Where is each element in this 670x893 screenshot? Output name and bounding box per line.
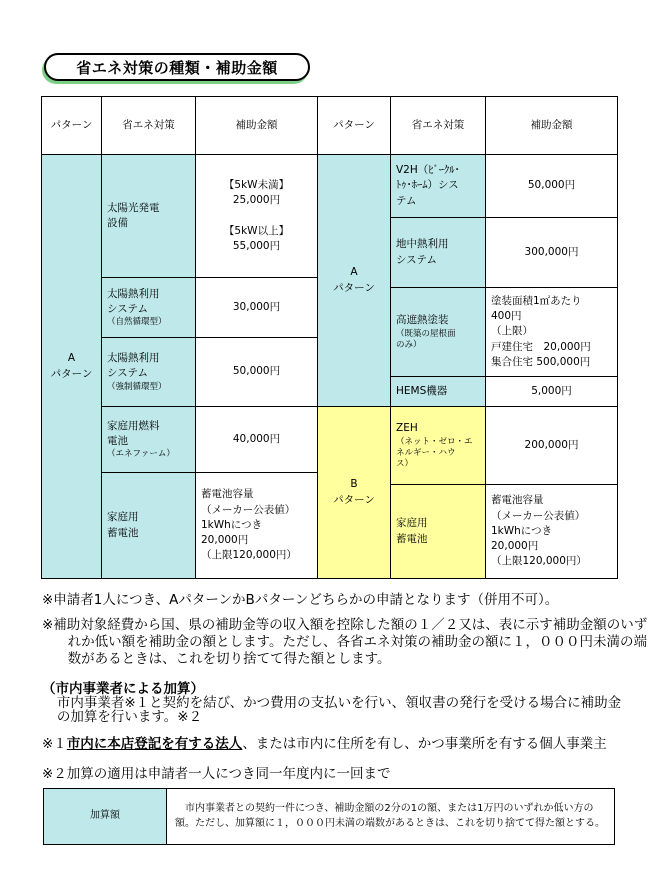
pattern-a-right-line2: パターン bbox=[333, 281, 375, 294]
note-calculation-text: ※補助対象経費から国、県の補助金等の収入額を控除した額の１／２又は、表に示す補助金額のいずれか低い額を補助金の額とします。ただし、各省エネ対策の補助金の額に１，０００円未満の端数があるときは、これを切り捨てて得た額とします。 bbox=[42, 617, 648, 667]
measure-v2h-line2: ﾄｩ･ﾎｰﾑ）シス bbox=[396, 179, 459, 192]
amount-solar-thermal-forced: 50,000円 bbox=[196, 338, 318, 407]
measure-geothermal bbox=[391, 218, 486, 288]
pattern-a-left-line2: パターン bbox=[50, 367, 93, 380]
amount-battery-b bbox=[486, 485, 618, 579]
footnote-1-rest: 、または市内に住所を有し、かつ事業所を有する個人事業主 bbox=[242, 736, 607, 752]
addition-text: 市内事業者※１と契約を結び、かつ費用の支払いを行い、領収書の発行を受ける場合に補助金の加算を行います。※２ bbox=[56, 695, 622, 726]
amount-battery-a-line1: 蓄電池容量 bbox=[201, 488, 254, 501]
measure-high-heat-coating-note1: （既築の屋根面 bbox=[396, 328, 456, 339]
amount-solar-pv-line5: 55,000円 bbox=[232, 239, 281, 252]
measure-solar-thermal-natural-note: （自然循環型） bbox=[107, 317, 167, 328]
measure-hems: HEMS機器 bbox=[391, 377, 486, 407]
measure-battery-b-line2: 蓄電池 bbox=[396, 532, 428, 545]
addition-section bbox=[42, 682, 632, 725]
measure-v2h bbox=[391, 155, 486, 218]
pattern-b-line2: パターン bbox=[333, 493, 375, 506]
measure-geothermal-line2: システム bbox=[396, 253, 437, 266]
amount-high-heat-coating-line1: 塗装面積1㎡あたり bbox=[491, 294, 582, 307]
amount-zeh: 200,000円 bbox=[486, 407, 618, 485]
measure-solar-pv bbox=[102, 155, 196, 278]
measure-solar-thermal-forced bbox=[102, 338, 196, 407]
measure-zeh-note2: ネルギー・ハウ bbox=[396, 447, 456, 458]
amount-battery-a-line4: 20,000円 bbox=[201, 534, 249, 547]
measure-zeh-line1: ZEH bbox=[396, 422, 418, 435]
pattern-b-line1: B bbox=[350, 478, 358, 491]
note-calculation bbox=[42, 617, 656, 668]
section-title bbox=[44, 53, 310, 81]
pattern-a-left bbox=[42, 155, 102, 579]
measure-battery-b-line1: 家庭用 bbox=[396, 517, 428, 530]
measure-battery-a-line2: 蓄電池 bbox=[107, 526, 139, 539]
amount-solar-pv-line2: 25,000円 bbox=[232, 194, 281, 207]
pattern-a-left-line1: A bbox=[67, 352, 76, 365]
measure-solar-pv-line1: 太陽光発電 bbox=[107, 201, 160, 214]
pattern-b bbox=[318, 407, 391, 579]
measure-fuel-cell-note: （エネファーム） bbox=[107, 449, 175, 460]
amount-battery-a bbox=[196, 473, 318, 579]
measure-v2h-line1: V2H（ﾋﾞｰｸﾙ･ bbox=[396, 164, 460, 177]
amount-high-heat-coating-line3: （上限） bbox=[491, 325, 533, 338]
measure-high-heat-coating-note2: のみ） bbox=[396, 339, 422, 350]
amount-high-heat-coating-line4: 戸建住宅 20,000円 bbox=[491, 340, 591, 353]
measure-battery-a-line1: 家庭用 bbox=[107, 511, 139, 524]
pattern-a-right bbox=[318, 155, 391, 407]
measure-solar-thermal-natural bbox=[102, 278, 196, 338]
header-pattern-right: パターン bbox=[318, 97, 391, 155]
addition-heading: （市内事業者による加算） bbox=[42, 681, 204, 697]
amount-battery-b-line2: （メーカー公表値） bbox=[491, 509, 586, 522]
header-pattern: パターン bbox=[42, 97, 102, 155]
footnote-1 bbox=[42, 738, 658, 752]
amount-v2h: 50,000円 bbox=[486, 155, 618, 218]
measure-zeh bbox=[391, 407, 486, 485]
amount-battery-a-line5: （上限120,000円） bbox=[201, 549, 297, 562]
amount-solar-pv-line1: 【5kW未満】 bbox=[223, 178, 290, 191]
measure-zeh-note1: （ネット・ゼロ・エ bbox=[396, 436, 473, 447]
note-one-pattern-text: ※申請者1人につき、AパターンかBパターンどちらかの申請となります（併用不可）。 bbox=[42, 592, 559, 608]
amount-battery-b-line5: （上限120,000円） bbox=[491, 555, 587, 568]
amount-solar-pv bbox=[196, 155, 318, 278]
addition-amount-description: 市内事業者との契約一件につき、補助金額の2分の1の額、または1万円のいずれか低い方の額。ただし、加算額に１，０００円未満の端数があるときは、これを切り捨てて得た額とする。 bbox=[167, 789, 615, 845]
footnote-2 bbox=[42, 766, 632, 783]
addition-amount-label: 加算額 bbox=[44, 789, 167, 845]
header-amount: 補助金額 bbox=[196, 97, 318, 155]
measure-battery-a bbox=[102, 473, 196, 579]
amount-solar-pv-line4: 【5kW以上】 bbox=[223, 224, 290, 237]
measure-solar-thermal-forced-note: （強制循環型） bbox=[107, 381, 167, 392]
amount-high-heat-coating bbox=[486, 288, 618, 377]
note-one-pattern bbox=[42, 592, 627, 609]
addition-amount-table bbox=[43, 788, 615, 845]
amount-fuel-cell: 40,000円 bbox=[196, 407, 318, 473]
footnote-2-text: ※２加算の適用は申請者一人につき同一年度内に一回まで bbox=[42, 766, 391, 782]
measure-fuel-cell-line1: 家庭用燃料 bbox=[107, 419, 160, 432]
measure-solar-pv-line2: 設備 bbox=[107, 217, 128, 229]
header-measure-right: 省エネ対策 bbox=[391, 97, 486, 155]
amount-battery-a-line2: （メーカー公表値） bbox=[201, 503, 296, 516]
amount-battery-b-line1: 蓄電池容量 bbox=[491, 494, 544, 507]
measure-battery-b bbox=[391, 485, 486, 579]
amount-high-heat-coating-line5: 集合住宅 500,000円 bbox=[491, 355, 591, 368]
footnote-1-prefix: ※１ bbox=[42, 736, 67, 752]
measure-solar-thermal-natural-line2: システム bbox=[107, 302, 148, 315]
header-row bbox=[42, 97, 618, 155]
measure-fuel-cell bbox=[102, 407, 196, 473]
footnote-1-emphasis: 市内に本店登記を有する法人 bbox=[66, 736, 243, 752]
amount-hems: 5,000円 bbox=[486, 377, 618, 407]
header-measure: 省エネ対策 bbox=[102, 97, 196, 155]
amount-geothermal: 300,000円 bbox=[486, 218, 618, 288]
amount-high-heat-coating-line2: 400円 bbox=[491, 310, 522, 323]
measure-zeh-note3: ス） bbox=[396, 458, 414, 469]
section-title-text: 省エネ対策の種類・補助金額 bbox=[76, 58, 278, 77]
measure-solar-thermal-forced-line2: システム bbox=[107, 367, 148, 380]
measure-high-heat-coating bbox=[391, 288, 486, 377]
measure-geothermal-line1: 地中熱利用 bbox=[396, 238, 449, 251]
subsidy-table bbox=[41, 96, 618, 579]
measure-v2h-line3: テム bbox=[396, 194, 417, 207]
pattern-a-right-line1: A bbox=[350, 266, 358, 279]
amount-solar-thermal-natural: 30,000円 bbox=[196, 278, 318, 338]
amount-battery-a-line3: 1kWhにつき bbox=[201, 518, 263, 531]
measure-fuel-cell-line2: 電池 bbox=[107, 434, 128, 447]
measure-solar-thermal-forced-line1: 太陽熱利用 bbox=[107, 352, 160, 365]
measure-high-heat-coating-line1: 高遮熱塗装 bbox=[396, 314, 449, 327]
measure-solar-thermal-natural-line1: 太陽熱利用 bbox=[107, 287, 160, 300]
amount-battery-b-line4: 20,000円 bbox=[491, 540, 539, 553]
amount-battery-b-line3: 1kWhにつき bbox=[491, 524, 553, 537]
header-amount-right: 補助金額 bbox=[486, 97, 618, 155]
